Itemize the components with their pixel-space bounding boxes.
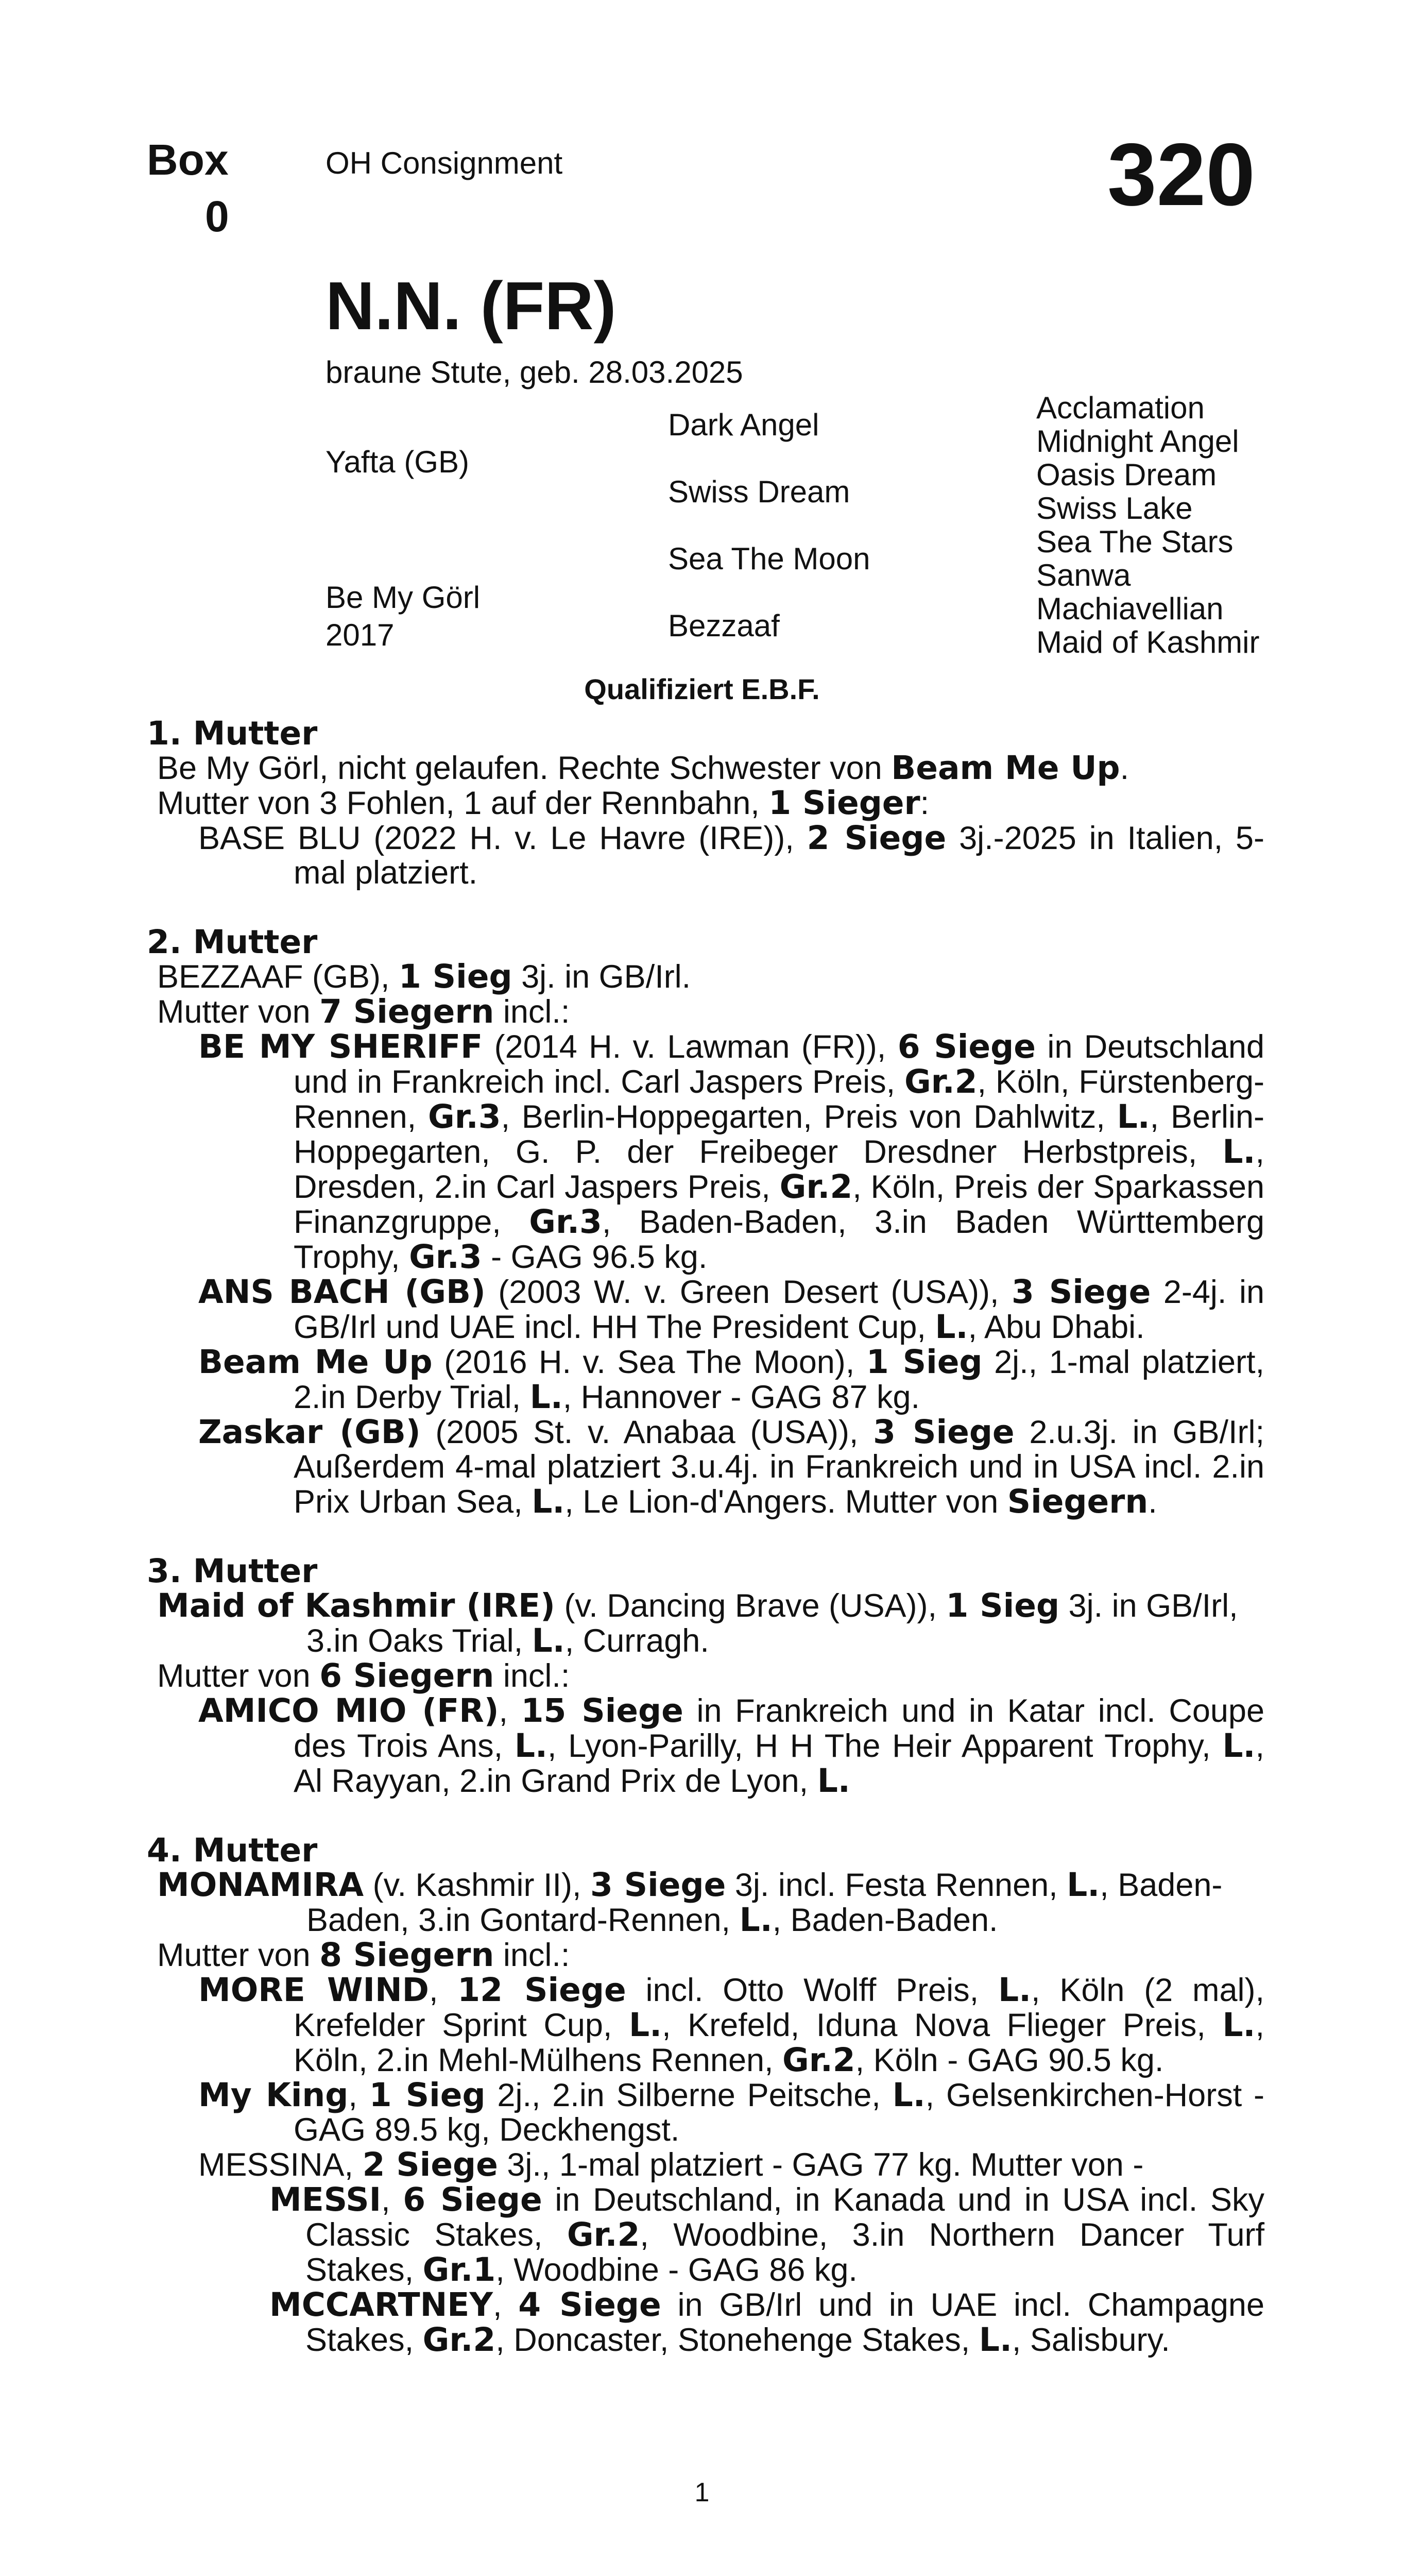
horse-highlight: Beam Me Up (198, 1343, 433, 1381)
section-4-mutter (147, 1833, 1264, 2358)
text: Mutter von (157, 1658, 320, 1694)
text: , (499, 1693, 521, 1729)
dam-line (147, 1588, 1264, 1658)
grade: L. (532, 1483, 565, 1520)
horse-highlight: My King (198, 2076, 349, 2114)
section-heading: 2. Mutter (147, 923, 318, 961)
grade: L. (1117, 1098, 1150, 1136)
pedigree-dam-dam: Bezzaaf (668, 608, 780, 643)
text: , Woodbine - GAG 86 kg. (495, 2252, 858, 2288)
text: , Berlin-Hoppegarten, G. P. der Freibeger Dresdner Herbstpreis, (294, 1099, 1264, 1170)
text: 2j., 1-mal platziert, 2.in Derby Trial, (294, 1344, 1264, 1415)
text: , Berlin-Hoppegarten, Preis von Dahlwitz, (501, 1099, 1117, 1135)
wins: 3 Siege (590, 1866, 726, 1904)
text: incl.: (494, 1658, 570, 1694)
pedigree-g3: Swiss Lake (1036, 491, 1193, 526)
pedigree-g3: Acclamation (1036, 391, 1205, 425)
grade: Gr.3 (427, 1098, 501, 1136)
offspring-entry (147, 1029, 1264, 1275)
grade: L. (979, 2321, 1012, 2359)
winner-count: 1 Sieger (768, 784, 920, 822)
horse-highlight: MONAMIRA (157, 1866, 364, 1904)
wins: 4 Siege (518, 2286, 661, 2324)
dam-line (147, 1868, 1264, 1938)
horse-name: N.N. (FR) (326, 268, 617, 344)
grade: L. (1222, 1727, 1256, 1765)
text: 3j. in GB/Irl, 3.in Oaks Trial, (306, 1588, 1238, 1659)
box-number: 0 (205, 192, 229, 241)
qualification: Qualifiziert E.B.F. (584, 673, 820, 705)
text: , Hannover - GAG 87 kg. (562, 1379, 920, 1415)
text: Mutter von (157, 994, 320, 1030)
horse-highlight: Zaskar (GB) (198, 1413, 421, 1451)
text: . (1148, 1484, 1157, 1520)
section-heading: 1. Mutter (147, 715, 318, 752)
text: (2003 W. v. Green Desert (USA)), (485, 1274, 1012, 1310)
text: , Lyon-Parilly, H H The Heir Apparent Trophy, (547, 1728, 1223, 1764)
text: , Le Lion-d'Angers. Mutter von (564, 1484, 1007, 1520)
text: , Dresden, 2.in Carl Jaspers Preis, (294, 1134, 1264, 1205)
text: 3j., 1-mal platziert - GAG 77 kg. Mutter von - (498, 2147, 1144, 2183)
grade: L. (935, 1308, 968, 1346)
text: 3j.-2025 in Italien, 5-mal platziert. (294, 820, 1264, 891)
grand-offspring-entry (147, 2182, 1264, 2287)
text: incl.: (494, 994, 570, 1030)
section-3-mutter (147, 1554, 1264, 1799)
grade: L. (1222, 2006, 1256, 2044)
pedigree-sire-sire: Dark Angel (668, 408, 819, 442)
pedigree-g3: Midnight Angel (1036, 424, 1239, 459)
produce-line (147, 786, 1264, 821)
offspring-entry (147, 1275, 1264, 1345)
consignor: OH Consignment (326, 146, 563, 180)
winner-count: 8 Siegern (319, 1936, 494, 1974)
text: , Salisbury. (1012, 2322, 1170, 2358)
section-2-mutter (147, 925, 1264, 1519)
produce-line (147, 1938, 1264, 1973)
text: (v. Dancing Brave (USA)), (555, 1588, 946, 1624)
catalogue-body (147, 716, 1264, 2392)
grade: Gr.3 (529, 1203, 602, 1241)
page-number: 1 (694, 2478, 710, 2507)
pedigree-dam-year: 2017 (326, 618, 395, 652)
text: , Curragh. (564, 1623, 709, 1659)
horse-highlight: MORE WIND (198, 1971, 429, 2009)
text: , (381, 2182, 403, 2218)
text: in Deutschland, in Kanada und in USA incl. Sky Classic Stakes, (305, 2182, 1264, 2253)
grade: L. (892, 2076, 926, 2114)
horse-highlight: Beam Me Up (891, 749, 1120, 787)
winners: Siegern (1007, 1483, 1149, 1520)
pedigree-g3: Machiavellian (1036, 591, 1224, 626)
text: , Köln, 2.in Mehl-Mülhens Rennen, (294, 2007, 1264, 2078)
text: - GAG 96.5 kg. (482, 1239, 708, 1275)
grade: L. (529, 1378, 563, 1416)
horse-highlight: ANS BACH (GB) (198, 1273, 486, 1311)
text: . (1120, 750, 1129, 786)
wins: 3 Siege (873, 1413, 1015, 1451)
text: , (429, 1972, 458, 2008)
offspring-entry (147, 1415, 1264, 1519)
section-1-mutter (147, 716, 1264, 890)
text: , Doncaster, Stonehenge Stakes, (495, 2322, 979, 2358)
produce-line (147, 1658, 1264, 1693)
text: in Deutschland und in Frankreich incl. Carl Jaspers Preis, (294, 1029, 1265, 1100)
grade: L. (1067, 1866, 1100, 1904)
text: , Al Rayyan, 2.in Grand Prix de Lyon, (294, 1728, 1264, 1799)
horse-highlight: MESSI (269, 2181, 382, 2218)
text: Mutter von 3 Fohlen, 1 auf der Rennbahn, (157, 785, 769, 821)
text: Mutter von (157, 1937, 320, 1973)
text: , Köln - GAG 90.5 kg. (855, 2042, 1164, 2078)
wins: 1 Sieg (399, 958, 512, 995)
text: incl. Otto Wolff Preis, (626, 1972, 998, 2008)
text: , Abu Dhabi. (968, 1309, 1145, 1345)
grade: Gr.1 (422, 2251, 496, 2289)
wins: 6 Siege (403, 2181, 542, 2218)
offspring-entry (147, 821, 1264, 890)
horse-highlight: MCCARTNEY (269, 2286, 493, 2324)
text: MESSINA, (198, 2147, 363, 2183)
horse-highlight: Maid of Kashmir (IRE) (157, 1587, 555, 1624)
pedigree-sire-dam: Swiss Dream (668, 474, 850, 509)
horse-description: braune Stute, geb. 28.03.2025 (326, 355, 743, 389)
text: Be My Görl, nicht gelaufen. Rechte Schwester von (157, 750, 892, 786)
offspring-entry (147, 1973, 1264, 2078)
dam-line (147, 959, 1264, 994)
offspring-entry (147, 1693, 1264, 1799)
text: , Baden-Baden. (772, 1902, 998, 1938)
grade: L. (739, 1901, 773, 1939)
text: in GB/Irl und in UAE incl. Champagne Stakes, (305, 2287, 1264, 2358)
wins: 1 Sieg (369, 2076, 486, 2114)
text: incl.: (494, 1937, 570, 1973)
text: (v. Kashmir II), (364, 1867, 591, 1903)
dam-line (147, 751, 1264, 786)
grade: Gr.2 (782, 2041, 855, 2079)
text: , Woodbine, 3.in Northern Dancer Turf Stakes, (305, 2217, 1264, 2288)
winner-count: 6 Siegern (319, 1657, 494, 1694)
pedigree-g3: Sanwa (1036, 558, 1131, 592)
wins: 2 Siege (807, 819, 947, 857)
text: 3j. in GB/Irl. (512, 959, 691, 995)
offspring-entry (147, 2078, 1264, 2147)
grade: L. (514, 1727, 547, 1765)
horse-highlight: AMICO MIO (FR) (198, 1692, 499, 1730)
grand-offspring-entry (147, 2287, 1264, 2358)
grade: L. (1222, 1133, 1256, 1171)
pedigree-sire: Yafta (GB) (326, 445, 469, 479)
text: , Köln, Fürstenberg-Rennen, (294, 1064, 1264, 1135)
wins: 3 Siege (1012, 1273, 1151, 1311)
offspring-entry (147, 1345, 1264, 1415)
grade: L. (998, 1971, 1032, 2009)
wins: 2 Siege (362, 2146, 498, 2183)
grade: Gr.2 (904, 1063, 978, 1100)
wins: 1 Sieg (866, 1343, 983, 1381)
text: 2-4j. in GB/Irl und UAE incl. HH The President Cup, (294, 1274, 1264, 1345)
text: , (348, 2077, 369, 2113)
text: : (920, 785, 930, 821)
winner-count: 7 Siegern (319, 993, 494, 1030)
pedigree-g3: Sea The Stars (1036, 524, 1234, 559)
text: , Köln (2 mal), Krefelder Sprint Cup, (294, 1972, 1264, 2043)
lot-number: 320 (1107, 125, 1255, 224)
section-heading: 3. Mutter (147, 1552, 318, 1590)
grade: Gr.2 (422, 2321, 496, 2359)
text: , Baden-Baden, 3.in Baden Württemberg Trophy, (294, 1204, 1264, 1275)
text: in Frankreich und in Katar incl. Coupe des Trois Ans, (294, 1693, 1264, 1764)
pedigree-g3: Maid of Kashmir (1036, 625, 1260, 659)
grade: Gr.2 (779, 1168, 853, 1206)
grade: L. (532, 1622, 565, 1659)
grade: L. (817, 1762, 850, 1800)
section-heading: 4. Mutter (147, 1832, 318, 1869)
text: 2.u.3j. in GB/Irl; Außerdem 4-mal platziert 3.u.4j. in Frankreich und in USA incl. 2.in Prix Urban Sea, (294, 1414, 1264, 1520)
text: 2j., 2.in Silberne Peitsche, (485, 2077, 893, 2113)
text: , Krefeld, Iduna Nova Flieger Preis, (662, 2007, 1223, 2043)
text: (2005 St. v. Anabaa (USA)), (420, 1414, 874, 1450)
grade: L. (628, 2006, 662, 2044)
pedigree-dam-sire: Sea The Moon (668, 541, 870, 576)
wins: 12 Siege (457, 1971, 626, 2009)
text: BASE BLU (2022 H. v. Le Havre (IRE)), (198, 820, 807, 856)
horse-highlight: BE MY SHERIFF (198, 1028, 483, 1065)
text: 3j. incl. Festa Rennen, (726, 1867, 1067, 1903)
pedigree-dam: Be My Görl (326, 580, 481, 615)
text: (2016 H. v. Sea The Moon), (432, 1344, 866, 1380)
box-label: Box (147, 135, 229, 184)
text: (2014 H. v. Lawman (FR)), (483, 1029, 898, 1065)
grade: Gr.3 (409, 1238, 482, 1276)
grade: Gr.2 (567, 2216, 640, 2253)
text: , Baden-Baden, 3.in Gontard-Rennen, (306, 1867, 1223, 1938)
wins: 1 Sieg (946, 1587, 1060, 1624)
offspring-entry (147, 2147, 1264, 2182)
pedigree-g3: Oasis Dream (1036, 457, 1217, 492)
wins: 6 Siege (897, 1028, 1036, 1065)
text: , Köln, Preis der Sparkassen Finanzgruppe, (294, 1169, 1264, 1240)
text: , Gelsenkirchen-Horst - GAG 89.5 kg, Deckhengst. (294, 2077, 1264, 2148)
text: BEZZAAF (GB), (157, 959, 399, 995)
text: , (492, 2287, 519, 2323)
produce-line (147, 994, 1264, 1029)
wins: 15 Siege (521, 1692, 683, 1730)
